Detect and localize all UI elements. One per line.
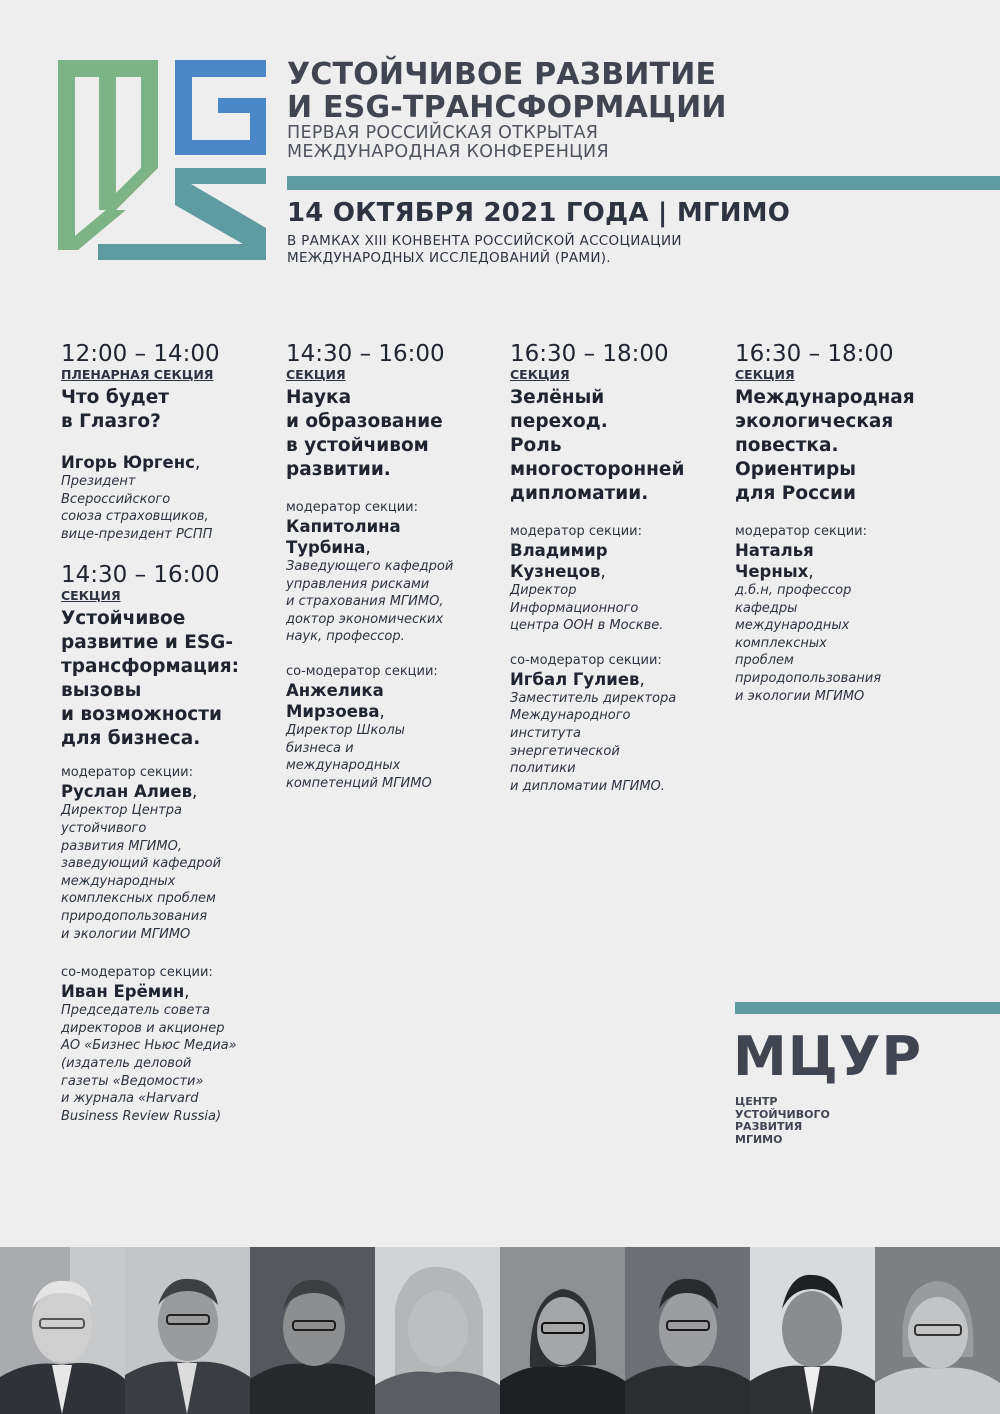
mgs-logo xyxy=(58,60,266,260)
program-column-3 xyxy=(510,340,732,795)
speaker-photo xyxy=(500,1247,625,1414)
conference-title: УСТОЙЧИВОЕ РАЗВИТИЕ И ESG-ТРАНСФОРМАЦИИ xyxy=(287,57,727,125)
header-divider xyxy=(287,176,1000,190)
session-time: 12:00 – 14:00 xyxy=(61,341,220,367)
session-type: СЕКЦИЯ xyxy=(61,588,121,604)
speaker-photo xyxy=(875,1247,1000,1414)
conference-subtitle: ПЕРВАЯ РОССИЙСКАЯ ОТКРЫТАЯ МЕЖДУНАРОДНАЯ КОНФЕРЕНЦИЯ xyxy=(287,123,609,162)
speaker-description: д.б.н, профессор кафедры международных комплексных проблем природопользования и экологии МГИМО xyxy=(735,583,882,704)
session-time: 16:30 – 18:00 xyxy=(510,341,669,367)
speaker-name: Игбал Гулиев, xyxy=(510,669,645,689)
session-title: Что будет в Глазго? xyxy=(61,387,170,432)
speaker-role: со-модератор секции: xyxy=(61,965,213,981)
program-column-4 xyxy=(735,340,975,705)
session-title: Зелёный переход. Роль многосторонней дипломатии. xyxy=(510,387,685,504)
session-type: СЕКЦИЯ xyxy=(510,367,570,382)
mcur-divider xyxy=(735,1002,1000,1014)
speaker-description: Директор Центра устойчивого развития МГИМО, заведующий кафедрой международных комплексных проблем природопользования и экологии МГИМО xyxy=(61,803,222,942)
speaker-description: Президент Всероссийского союза страховщиков, вице-президент РСПП xyxy=(61,474,213,542)
session-title: Наука и образование в устойчивом развитии. xyxy=(286,387,443,480)
speaker-photo xyxy=(750,1247,875,1414)
speaker-photo xyxy=(625,1247,750,1414)
session-time: 16:30 – 18:00 xyxy=(735,341,894,367)
program-column-1 xyxy=(61,340,283,1125)
session-title: Международная экологическая повестка. Ориентиры для России xyxy=(735,387,915,504)
program-column-2 xyxy=(286,340,508,792)
speaker-description: Директор Информационного центра ООН в Москве. xyxy=(510,583,664,634)
speaker-name: Иван Ерёмин, xyxy=(61,982,190,1002)
speaker-description: Заместитель директора Международного института энергетической политики и дипломатии МГИМО. xyxy=(510,690,677,794)
session-type: СЕКЦИЯ xyxy=(286,367,346,382)
mcur-subtitle: ЦЕНТР УСТОЙЧИВОГО РАЗВИТИЯ МГИМО xyxy=(735,1095,830,1146)
speaker-name: Капитолина Турбина, xyxy=(286,517,401,557)
speaker-photo xyxy=(375,1247,500,1414)
speaker-role: со-модератор секции: xyxy=(510,652,662,668)
conference-note: В РАМКАХ XIII КОНВЕНТА РОССИЙСКОЙ АССОЦИАЦИИ МЕЖДУНАРОДНЫХ ИССЛЕДОВАНИЙ (РАМИ). xyxy=(287,233,682,266)
speaker-photo xyxy=(125,1247,250,1414)
speaker-role: со-модератор секции: xyxy=(286,663,438,679)
session-time: 14:30 – 16:00 xyxy=(286,341,445,367)
speaker-photo xyxy=(0,1247,125,1414)
speaker-role: модератор секции: xyxy=(61,765,193,781)
speaker-name: Анжелика Мирзоева, xyxy=(286,680,385,721)
speaker-description: Заведующего кафедрой управления рисками и страхования МГИМО, доктор экономических наук, профессор. xyxy=(286,559,454,645)
speaker-description: Председатель совета директоров и акционер АО «Бизнес Ньюс Медиа» (издатель деловой газеты «Ведомости» и журнала «Harvard Business Review Russia) xyxy=(61,1003,237,1124)
speaker-role: модератор секции: xyxy=(735,524,867,539)
header xyxy=(287,58,1000,162)
speaker-description: Директор Школы бизнеса и международных компетенций МГИМО xyxy=(286,722,432,791)
session-time: 14:30 – 16:00 xyxy=(61,562,220,589)
speaker-name: Игорь Юргенс, xyxy=(61,453,201,472)
speaker-name: Владимир Кузнецов, xyxy=(510,541,608,581)
speaker-photo xyxy=(250,1247,375,1414)
session-type: СЕКЦИЯ xyxy=(735,367,795,382)
session-type: ПЛЕНАРНАЯ СЕКЦИЯ xyxy=(61,367,214,382)
speaker-name: Наталья Черных, xyxy=(735,541,814,581)
speaker-name: Руслан Алиев, xyxy=(61,782,198,802)
speaker-photo-strip xyxy=(0,1247,1000,1414)
speaker-role: модератор секции: xyxy=(510,524,642,539)
session-title: Устойчивое развитие и ESG- трансформация: вызовы и возможности для бизнеса. xyxy=(61,608,240,750)
mcur-logo: МЦУР xyxy=(733,1025,923,1088)
speaker-role: модератор секции: xyxy=(286,500,418,515)
conference-date: 14 ОКТЯБРЯ 2021 ГОДА | МГИМО xyxy=(287,198,791,228)
